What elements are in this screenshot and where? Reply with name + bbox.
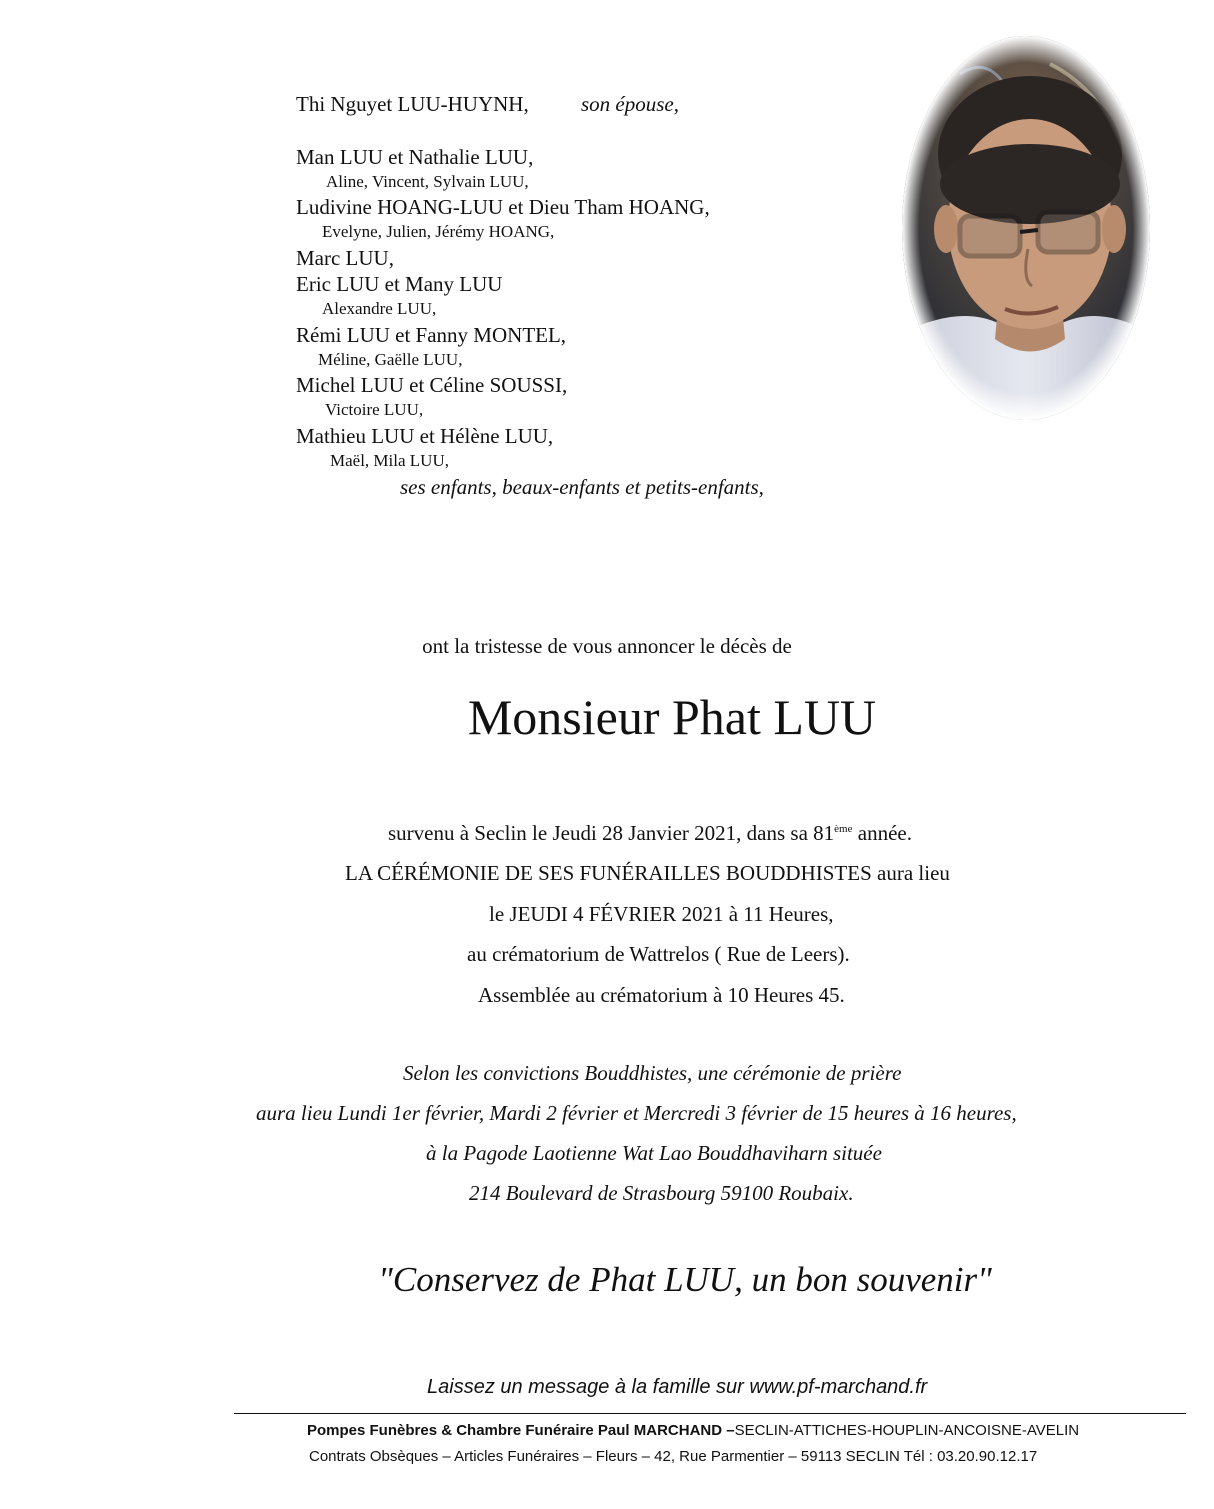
grandchildren-line: Evelyne, Julien, Jérémy HOANG, bbox=[322, 222, 555, 241]
footer-company-line bbox=[307, 1422, 1079, 1439]
grandchildren-line: Alexandre LUU, bbox=[322, 299, 437, 318]
ceremony-line: au crématorium de Wattrelos ( Rue de Leers). bbox=[467, 942, 850, 966]
announcement-intro: ont la tristesse de vous annoncer le décès de bbox=[422, 634, 792, 658]
prayer-line: 214 Boulevard de Strasbourg 59100 Roubaix. bbox=[469, 1181, 854, 1205]
prayer-line: aura lieu Lundi 1er février, Mardi 2 février et Mercredi 3 février de 15 heures à 16 heures, bbox=[256, 1101, 1017, 1125]
death-notice-superscript: ème bbox=[834, 823, 853, 835]
grandchildren-line: Victoire LUU, bbox=[325, 400, 424, 419]
grandchildren-line: Maël, Mila LUU, bbox=[330, 451, 449, 470]
deceased-name: Monsieur Phat LUU bbox=[467, 689, 877, 745]
prayer-line: Selon les convictions Bouddhistes, une cérémonie de prière bbox=[403, 1061, 902, 1085]
family-line: Ludivine HOANG-LUU et Dieu Tham HOANG, bbox=[296, 195, 710, 219]
family-line: Michel LUU et Céline SOUSSI, bbox=[296, 373, 568, 397]
spouse-role: son épouse, bbox=[581, 92, 679, 116]
grandchildren-line: Méline, Gaëlle LUU, bbox=[318, 350, 463, 369]
death-notice-end: année. bbox=[852, 821, 912, 845]
deceased-portrait-photo bbox=[900, 34, 1152, 422]
family-line: Rémi LUU et Fanny MONTEL, bbox=[296, 323, 567, 347]
family-relation: ses enfants, beaux-enfants et petits-enfants, bbox=[400, 475, 764, 499]
grandchildren-line: Aline, Vincent, Sylvain LUU, bbox=[326, 172, 529, 191]
ceremony-line: Assemblée au crématorium à 10 Heures 45. bbox=[478, 983, 845, 1007]
spouse-name: Thi Nguyet LUU-HUYNH, bbox=[296, 92, 529, 116]
memorial-quote: "Conservez de Phat LUU, un bon souvenir" bbox=[378, 1260, 992, 1299]
ceremony-line: LA CÉRÉMONIE DE SES FUNÉRAILLES BOUDDHISTES aura lieu bbox=[345, 861, 950, 885]
online-message-line: Laissez un message à la famille sur www.pf-marchand.fr bbox=[427, 1376, 928, 1398]
footer-divider bbox=[234, 1413, 1186, 1414]
footer-company-towns: SECLIN-ATTICHES-HOUPLIN-ANCOISNE-AVELIN bbox=[734, 1422, 1080, 1439]
footer-company-name: Pompes Funèbres & Chambre Funéraire Paul MARCHAND – bbox=[307, 1422, 735, 1439]
death-notice-line bbox=[388, 821, 912, 846]
family-line: Eric LUU et Many LUU bbox=[296, 272, 503, 296]
prayer-line: à la Pagode Laotienne Wat Lao Bouddhaviharn située bbox=[426, 1141, 882, 1165]
family-line: Mathieu LUU et Hélène LUU, bbox=[296, 424, 554, 448]
ceremony-line: le JEUDI 4 FÉVRIER 2021 à 11 Heures, bbox=[489, 902, 834, 926]
family-line: Man LUU et Nathalie LUU, bbox=[296, 145, 534, 169]
death-notice-text: survenu à Seclin le Jeudi 28 Janvier 2021, dans sa 81 bbox=[388, 821, 835, 845]
family-line: Marc LUU, bbox=[296, 246, 394, 270]
footer-services-line: Contrats Obsèques – Articles Funéraires – Fleurs – 42, Rue Parmentier – 59113 SECLIN Tél : 03.20.90.12.17 bbox=[309, 1448, 1038, 1465]
